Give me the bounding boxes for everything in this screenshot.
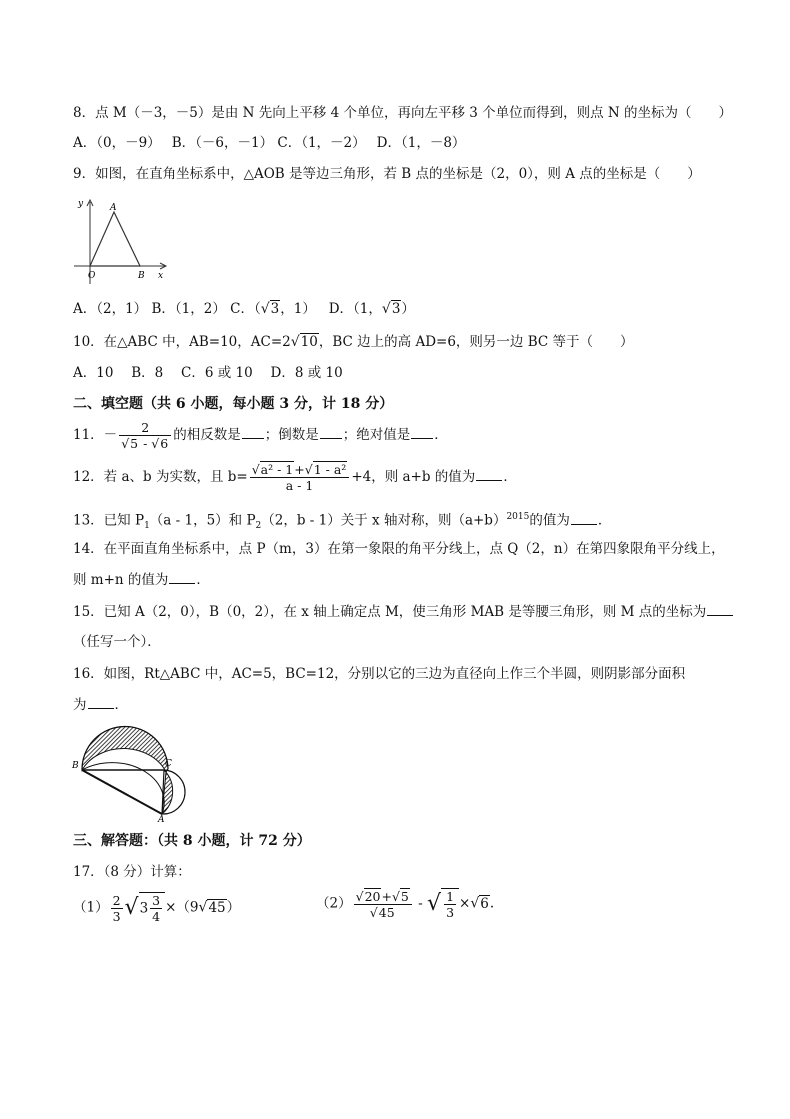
triangle-aob <box>90 212 140 266</box>
q14-line-2: 则 m+n 的值为 ． <box>73 572 210 588</box>
label-a: A <box>110 203 117 213</box>
q17-part-1: （1） $\frac{2}{3}$ √3 $\frac{3}{4}$ ×（9√45） <box>73 892 241 924</box>
label-x: x <box>158 271 164 281</box>
q8-stem: 8．点 M（－3，－5）是由 N 先向上平移 4 个单位，再向左平移 3 个单位而得到，则点 N 的坐标为（ ） <box>73 105 733 121</box>
q16-line-1: 16．如图，Rt△ABC 中，AC=5，BC=12，分别以它的三边为直径向上作三个半圆，则阴影部分面积 <box>73 666 686 682</box>
q16-figure <box>70 722 195 822</box>
q9-option-b: B．（1，2） <box>151 301 226 317</box>
blank-1[interactable] <box>242 426 264 439</box>
q11-fraction: $\frac{2}{√5 - √6}$ <box>119 420 171 451</box>
side-ab <box>82 770 162 814</box>
label-b: B <box>138 271 145 281</box>
section-2-heading: 二、填空题（共 6 小题，每小题 3 分，计 18 分） <box>73 396 394 412</box>
blank-2[interactable] <box>320 426 342 439</box>
label-a: A <box>158 815 165 822</box>
q15-line-2: （任写一个）． <box>73 634 161 650</box>
q17-stem: 17．（8 分）计算： <box>73 864 191 880</box>
label-b: B <box>72 761 79 771</box>
q9-figure <box>70 196 170 286</box>
q16-line-2: 为 ． <box>73 697 128 713</box>
blank[interactable] <box>169 571 195 584</box>
q9-stem: 9．如图，在直角坐标系中，△AOB 是等边三角形，若 B 点的坐标是（2，0），则 A 点的坐标是（ ） <box>73 166 701 182</box>
q9-options <box>73 300 415 318</box>
blank-3[interactable] <box>411 426 433 439</box>
q14-line-1: 14．在平面直角坐标系中，点 P（m，3）在第一象限的角平分线上，点 Q（2，n）在第四象限角平分线上， <box>73 541 725 557</box>
label-o: O <box>88 271 96 281</box>
blank[interactable] <box>476 468 502 481</box>
q17-part-2: （2） $\frac{√20+√5}{√45}$ - √ $\frac{1}{3}$ ×√6. <box>316 888 495 920</box>
q12-fraction: $\frac{\text{√a² - 1+√1 - a²}}{a - 1}$ <box>250 462 350 493</box>
q10-stem: 10．在△ABC 中，AB=10，AC=2√10，BC 边上的高 AD=6，则另一边 BC 等于（ ） <box>73 334 634 350</box>
q12: 12．若 a、b 为实数，且 b= $\frac{\text{√a² - 1+√1 - a²}}{a - 1}$ +4，则 a+b 的值为 ． <box>73 462 517 493</box>
section-3-heading: 三、解答题：（共 8 小题，计 72 分） <box>73 833 311 849</box>
q9-option-d: D．（1，√3） <box>328 301 415 317</box>
q13: 13．已知 $P_1(a - 1$，5）和 $P_2(2$，b - 1）关于 x 轴对称，则$(a+b)^{2015}$的值为 ． <box>73 512 612 532</box>
q9-option-c: C．（√3，1） <box>230 301 316 317</box>
blank[interactable] <box>571 512 597 525</box>
q15-line-1: 15．已知 A（2，0），B（0，2），在 x 轴上确定点 M，使三角形 MAB 是等腰三角形，则 M 点的坐标为 <box>73 603 734 621</box>
q8-options: A．（0，－9） B．（－6，－1） C．（1，－2） D．（1，－8） <box>73 135 466 151</box>
q11: 11．－ $\frac{2}{√5 - √6}$ 的相反数是 ；倒数是 ；绝对值是 ． <box>73 420 448 451</box>
q10-options: A．10 B．8 C．6 或 10 D．8 或 10 <box>73 365 343 381</box>
blank[interactable] <box>707 603 733 616</box>
q9-option-a: A．（2，1） <box>73 301 148 317</box>
blank[interactable] <box>88 696 114 709</box>
label-c: C <box>165 759 172 769</box>
label-y: y <box>78 199 84 209</box>
